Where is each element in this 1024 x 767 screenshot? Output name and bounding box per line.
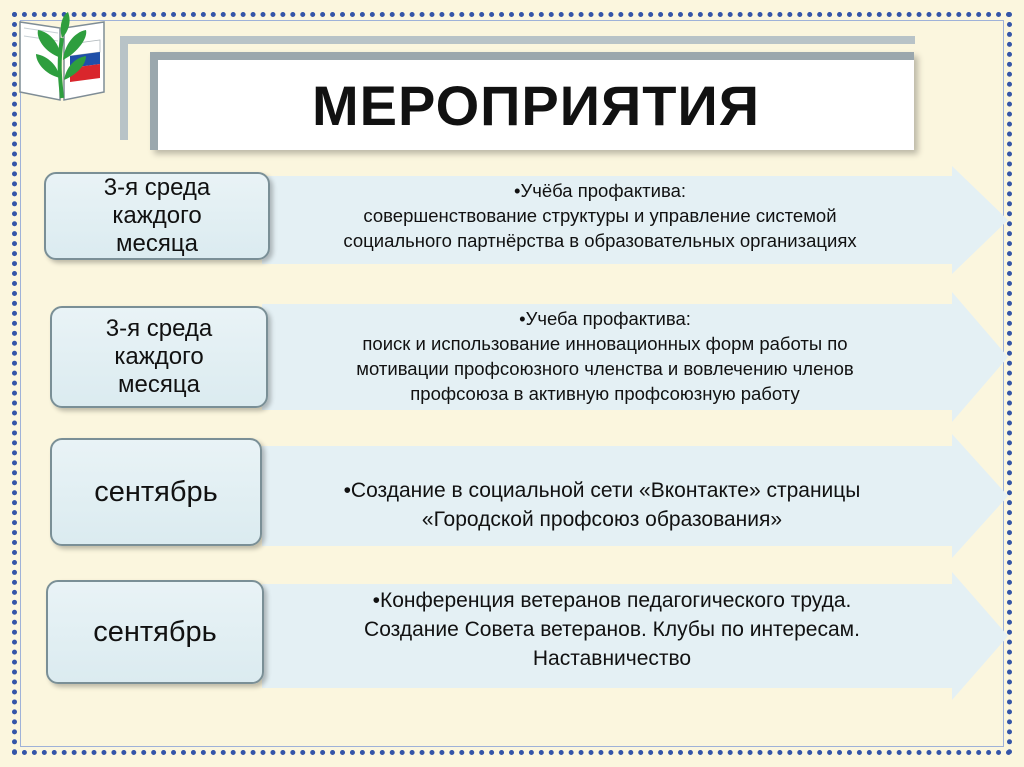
date-label-4: сентябрь bbox=[93, 616, 217, 648]
date-label-3: сентябрь bbox=[94, 476, 218, 508]
event-text-2 bbox=[280, 306, 930, 406]
date-box-1 bbox=[44, 172, 270, 260]
date-box-2 bbox=[50, 306, 268, 408]
event-body-4: Создание Совета ветеранов. Клубы по интересам. Наставничество bbox=[364, 618, 860, 670]
event-body-2: поиск и использование инновационных форм работы по мотивации профсоюзного членства и вовлечению членов профсоюза в активную профсоюзную работу bbox=[356, 333, 854, 404]
event-heading-2: •Учеба профактива: bbox=[519, 308, 691, 329]
event-heading-1: •Учёба профактива: bbox=[513, 180, 687, 201]
title-box bbox=[150, 52, 914, 150]
event-heading-3: •Создание в социальной сети «Вконтакте» страницы bbox=[343, 479, 861, 502]
title-frame-top bbox=[120, 36, 915, 44]
page-title: МЕРОПРИЯТИЯ bbox=[312, 73, 760, 137]
date-label-1: 3-я среда каждого месяца bbox=[103, 174, 211, 257]
date-box-3 bbox=[50, 438, 262, 546]
event-body-1: совершенствование структуры и управление системой социального партнёрства в образовательных организациях bbox=[343, 205, 857, 251]
event-body-3: «Городской профсоюз образования» bbox=[421, 508, 783, 531]
title-frame-left bbox=[120, 36, 128, 140]
date-box-4 bbox=[46, 580, 264, 684]
event-heading-4: •Конференция ветеранов педагогического труда. bbox=[372, 589, 852, 612]
union-logo-icon bbox=[14, 8, 110, 104]
event-text-1 bbox=[270, 178, 930, 253]
event-text-4 bbox=[262, 586, 962, 673]
date-label-2: 3-я среда каждого месяца bbox=[105, 315, 213, 398]
event-text-3 bbox=[262, 476, 942, 534]
